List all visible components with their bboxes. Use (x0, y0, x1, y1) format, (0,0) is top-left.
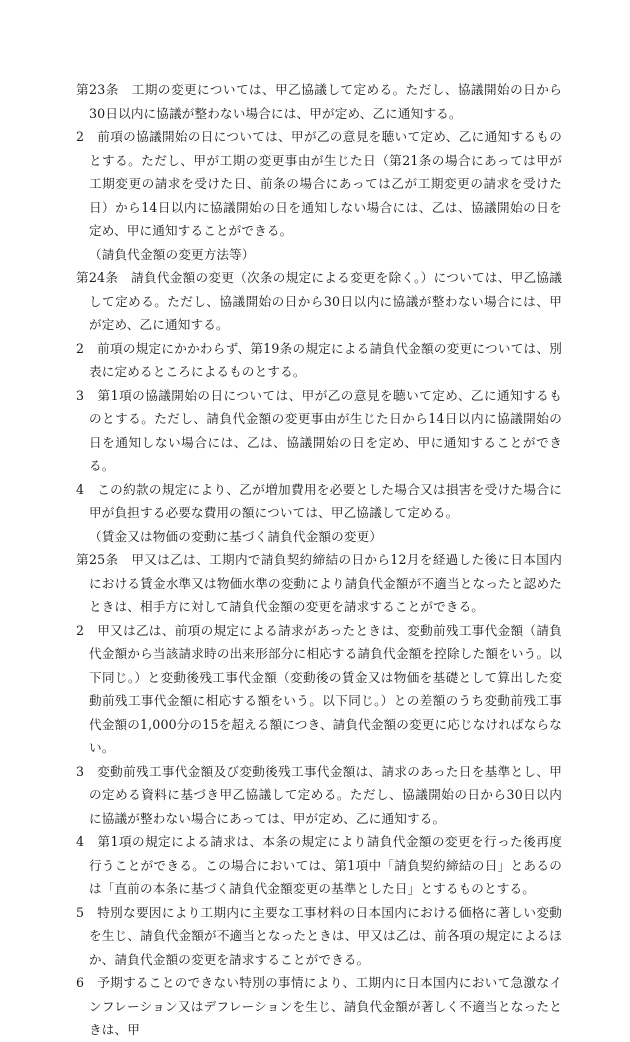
article-23-clause-2: 2 前項の協議開始の日については、甲が乙の意見を聴いて定め、乙に通知するものとする。ただし、甲が工期の変更事由が生じた日（第21条の場合にあっては甲が工期変更の請求を受けた日、前条の場合にあっては乙が工期変更の請求を受けた日）から14日以内に協議開始の日を通知しない場合には、乙は、協議開始の日を定め、甲に通知することができる。 (76, 129, 562, 238)
article-25-clause-6: 6 予期することのできない特別の事情により、工期内に日本国内において急激なインフレーション又はデフレーションを生じ、請負代金額が著しく不適当となったときは、甲 (76, 975, 562, 1037)
article-24-clause-2: 2 前項の規定にかかわらず、第19条の規定による請負代金額の変更については、別表に定めるところによるものとする。 (76, 340, 562, 379)
article-24-clause-3: 3 第1項の協議開始の日については、甲が乙の意見を聴いて定め、乙に通知するものとする。ただし、請負代金額の変更事由が生じた日から14日以内に協議開始の日を通知しない場合には、乙は、協議開始の日を定め、甲に通知することができる。 (76, 387, 562, 473)
article-25-clause-5: 5 特別な要因により工期内に主要な工事材料の日本国内における価格に著しい変動を生じ、請負代金額が不適当となったときは、甲又は乙は、前各項の規定によるほか、請負代金額の変更を請求することができる。 (76, 904, 562, 967)
article-23-clause-1: 第23条 工期の変更については、甲乙協議して定める。ただし、協議開始の日から30日以内に協議が整わない場合には、甲が定め、乙に通知する。 (76, 82, 562, 121)
article-25-heading: （賃金又は物価の変動に基づく請負代金額の変更） (89, 528, 383, 544)
article-25-clause-3: 3 変動前残工事代金額及び変動後残工事代金額は、請求のあった日を基準とし、甲の定める資料に基づき甲乙協議して定める。ただし、協議開始の日から30日以内に協議が整わない場合にあっては、甲が定め、乙に通知する。 (76, 763, 562, 826)
article-25-clause-2: 2 甲又は乙は、前項の規定による請求があったときは、変動前残工事代金額（請負代金額から当該請求時の出来形部分に相応する請負代金額を控除した額をいう。以下同じ。）と変動後残工事代金額（変動後の賃金又は物価を基礎として算出した変動前残工事代金額に相応する額をいう。以下同じ。）との差額のうち変動前残工事代金額の1,000分の15を超える額につき、請負代金額の変更に応じなければならない。 (76, 622, 562, 755)
article-25-clause-4: 4 第1項の規定による請求は、本条の規定により請負代金額の変更を行った後再度行うことができる。この場合においては、第1項中「請負契約締結の日」とあるのは「直前の本条に基づく請負代金額変更の基準とした日」とするものとする。 (76, 834, 562, 896)
article-24-clause-1: 第24条 請負代金額の変更（次条の規定による変更を除く。）については、甲乙協議して定める。ただし、協議開始の日から30日以内に協議が整わない場合には、甲が定め、乙に通知する。 (76, 270, 562, 332)
article-24-heading: （請負代金額の変更方法等） (89, 246, 255, 262)
article-24-clause-4: 4 この約款の規定により、乙が増加費用を必要とした場合又は損害を受けた場合に甲が負担する必要な費用の額については、甲乙協議して定める。 (76, 481, 562, 520)
article-25-clause-1: 第25条 甲又は乙は、工期内で請負契約締結の日から12月を経過した後に日本国内における賃金水準又は物価水準の変動により請負代金額が不適当となったと認めたときは、相手方に対して請負代金額の変更を請求することができる。 (76, 552, 562, 614)
contract-document-page (76, 78, 562, 1042)
